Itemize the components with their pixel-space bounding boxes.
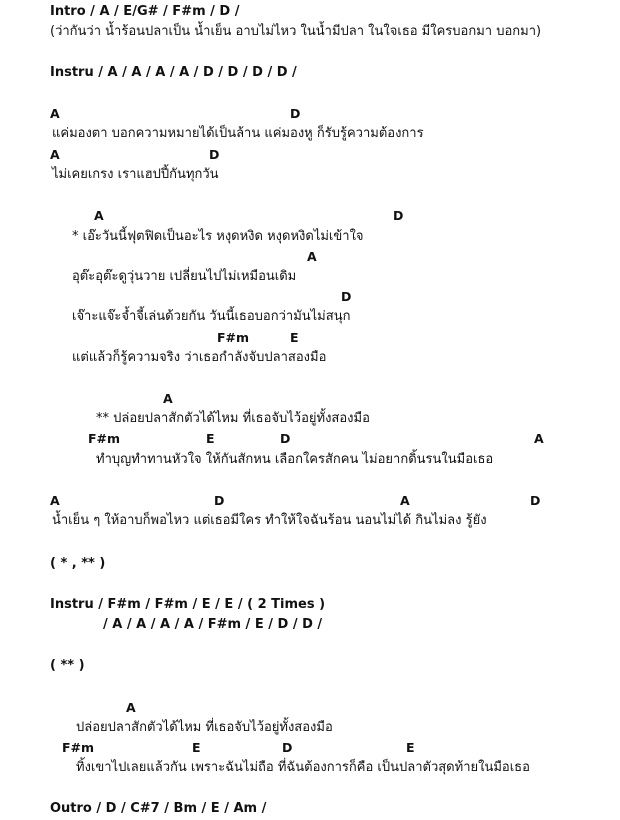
- instru-line: / A / A / A / A / F#m / E / D / D /: [103, 617, 323, 632]
- repeat-marker: ( ** ): [50, 658, 85, 673]
- chord-label: D: [393, 208, 404, 223]
- lyric-line: ไม่เคยเกรง เราแฮปปี้กันทุกวัน: [52, 167, 219, 182]
- chord-label: E: [192, 740, 201, 755]
- lyric-line: ** ปล่อยปลาสักตัวได้ไหม ที่เธอจับไว้อยู่ทั้งสองมือ: [96, 411, 370, 426]
- repeat-marker: ( * , ** ): [50, 556, 106, 571]
- chord-label: D: [282, 740, 293, 755]
- lyric-line: แต่แล้วก็รู้ความจริง ว่าเธอกำลังจับปลาสองมือ: [72, 350, 327, 365]
- lyric-line: น้ำเย็น ๆ ให้อาบก็พอไหว แต่เธอมีใคร ทำให้ใจฉันร้อน นอนไม่ได้ กินไม่ลง รู้ยัง: [52, 513, 487, 528]
- chord-label: A: [307, 249, 317, 264]
- chord-label: E: [206, 431, 215, 446]
- lyric-line: ทำบุญทำทานหัวใจ ให้กันสักหน เลือกใครสักคน ไม่อยากดิ้นรนในมือเธอ: [96, 452, 494, 467]
- chord-label: A: [50, 106, 60, 121]
- chord-label: D: [214, 493, 225, 508]
- chord-label: D: [280, 431, 291, 446]
- outro-chords: Outro / D / C#7 / Bm / E / Am /: [50, 801, 267, 816]
- chord-label: A: [163, 391, 173, 406]
- lyric-line: * เอ๊ะวันนี้ฟุตฟิดเป็นอะไร หงุดหงิด หงุดหงิดไม่เข้าใจ: [72, 229, 364, 244]
- chord-label: D: [209, 147, 220, 162]
- lyric-line: ปล่อยปลาสักตัวได้ไหม ที่เธอจับไว้อยู่ทั้งสองมือ: [76, 720, 333, 735]
- chord-label: D: [341, 289, 352, 304]
- chord-label: D: [290, 106, 301, 121]
- chord-label: A: [50, 147, 60, 162]
- lyric-line: อุต๊ะอุต๊ะดูวุ่นวาย เปลี่ยนไปไม่เหมือนเดิม: [72, 269, 297, 284]
- chord-label: E: [290, 330, 299, 345]
- intro-lyric: (ว่ากันว่า น้ำร้อนปลาเป็น น้ำเย็น อาบไม่ไหว ในน้ำมีปลา ในใจเธอ มีใครบอกมา บอกมา): [50, 24, 542, 39]
- chord-label: A: [400, 493, 410, 508]
- chord-label: F#m: [62, 740, 95, 755]
- chord-label: F#m: [88, 431, 121, 446]
- chord-label: A: [50, 493, 60, 508]
- chord-label: A: [534, 431, 544, 446]
- lyric-line: ทิ้งเขาไปเลยแล้วกัน เพราะฉันไม่ถือ ที่ฉันต้องการก็คือ เป็นปลาตัวสุดท้ายในมือเธอ: [76, 760, 530, 775]
- chord-label: A: [126, 700, 136, 715]
- instru-line: Instru / F#m / F#m / E / E / ( 2 Times ): [50, 597, 326, 612]
- instru-line: Instru / A / A / A / A / D / D / D / D /: [50, 65, 297, 80]
- lyric-line: เจ๊าะแจ๊ะจ้ำจี้เล่นด้วยกัน วันนี้เธอบอกว่ามันไม่สนุก: [72, 309, 351, 324]
- chord-label: F#m: [217, 330, 250, 345]
- chord-label: E: [406, 740, 415, 755]
- intro-chords: Intro / A / E/G# / F#m / D /: [50, 4, 240, 19]
- lyric-line: แค่มองตา บอกความหมายได้เป็นล้าน แค่มองหู ก็รับรู้ความต้องการ: [52, 126, 424, 141]
- chord-label: D: [530, 493, 541, 508]
- chord-label: A: [94, 208, 104, 223]
